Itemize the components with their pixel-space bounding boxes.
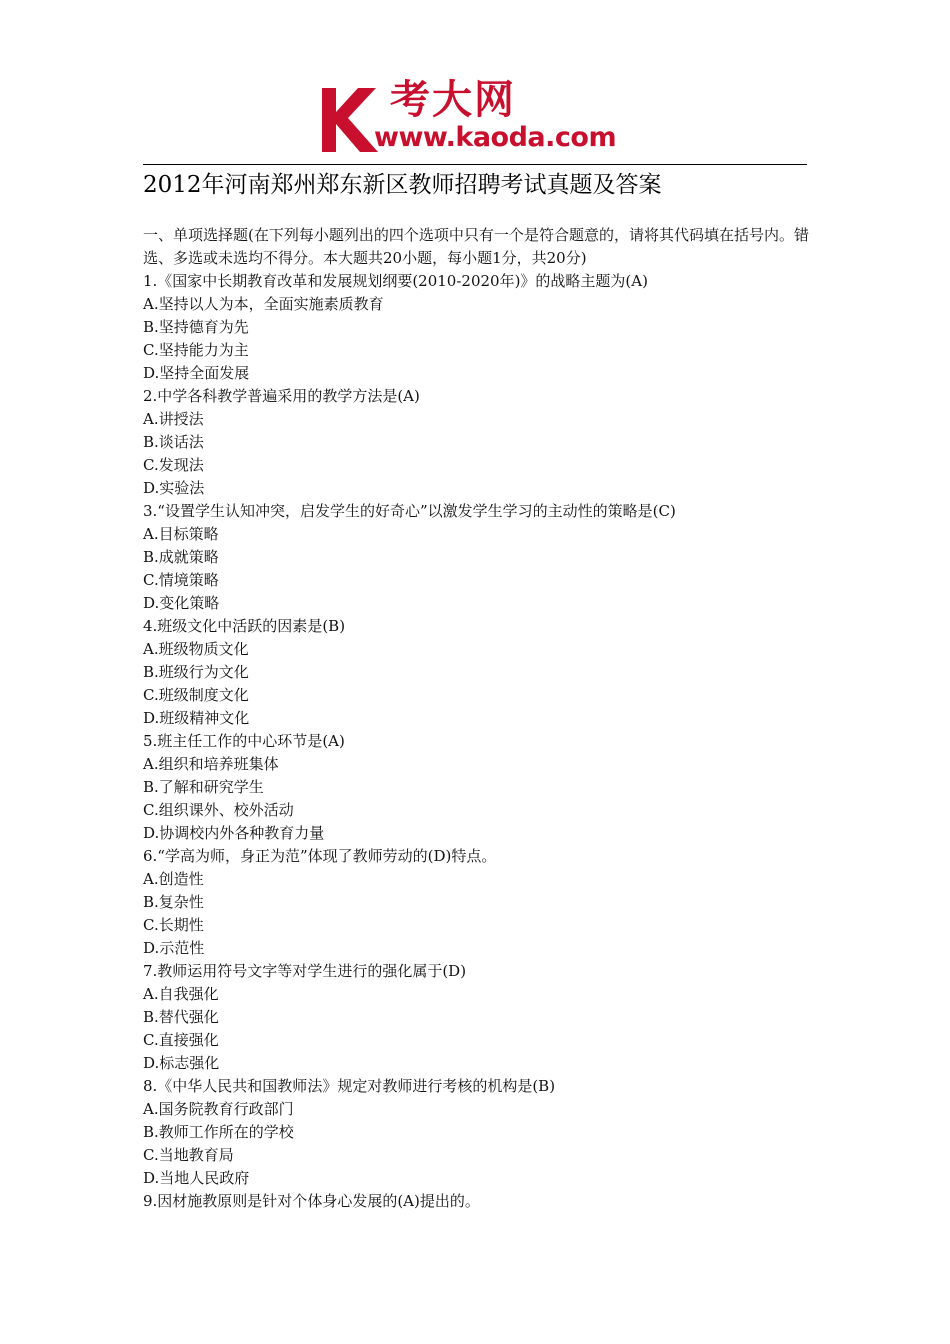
option-line: A.创造性: [143, 870, 204, 888]
option-line: B.了解和研究学生: [143, 778, 264, 796]
option-line: A.班级物质文化: [143, 640, 249, 658]
option-line: D.协调校内外各种教育力量: [143, 824, 325, 842]
option-line: A.目标策略: [143, 525, 219, 543]
option-line: C.坚持能力为主: [143, 341, 249, 359]
page-title: 2012年河南郑州郑东新区教师招聘考试真题及答案: [143, 172, 662, 198]
question-line: 5.班主任工作的中心环节是(A): [143, 732, 345, 750]
option-line: D.班级精神文化: [143, 709, 250, 727]
question-line: 3.“设置学生认知冲突，启发学生的好奇心”以激发学生学习的主动性的策略是(C): [143, 502, 676, 520]
option-line: B.成就策略: [143, 548, 219, 566]
question-line: 7.教师运用符号文字等对学生进行的强化属于(D): [143, 962, 467, 980]
option-line: C.长期性: [143, 916, 204, 934]
question-line: 8.《中华人民共和国教师法》规定对教师进行考核的机构是(B): [143, 1077, 556, 1095]
question-line: 2.中学各科教学普遍采用的教学方法是(A): [143, 387, 420, 405]
option-line: D.标志强化: [143, 1054, 220, 1072]
section-intro: 一、单项选择题(在下列每小题列出的四个选项中只有一个是符合题意的，请将其代码填在括号内。错选、多选或未选均不得分。本大题共20小题，每小题1分，共20分): [143, 226, 809, 267]
site-logo[interactable]: [318, 78, 648, 160]
option-line: B.替代强化: [143, 1008, 219, 1026]
option-line: D.实验法: [143, 479, 205, 497]
option-line: C.发现法: [143, 456, 204, 474]
option-line: D.变化策略: [143, 594, 220, 612]
question-line: 4.班级文化中活跃的因素是(B): [143, 617, 346, 635]
logo-url: www.kaoda.com: [374, 122, 617, 153]
option-line: D.坚持全面发展: [143, 364, 250, 382]
option-line: C.班级制度文化: [143, 686, 249, 704]
header-divider: [143, 164, 807, 165]
option-line: B.班级行为文化: [143, 663, 249, 681]
option-line: A.自我强化: [143, 985, 219, 1003]
option-line: A.坚持以人为本，全面实施素质教育: [143, 295, 384, 313]
option-line: A.组织和培养班集体: [143, 755, 279, 773]
option-line: C.当地教育局: [143, 1146, 234, 1164]
option-line: A.国务院教育行政部门: [143, 1100, 294, 1118]
question-line: 1.《国家中长期教育改革和发展规划纲要(2010-2020年)》的战略主题为(A): [143, 272, 648, 290]
option-line: D.示范性: [143, 939, 205, 957]
question-line: 9.因材施教原则是针对个体身心发展的(A)提出的。: [143, 1192, 480, 1210]
option-line: D.当地人民政府: [143, 1169, 250, 1187]
option-line: B.教师工作所在的学校: [143, 1123, 294, 1141]
question-line: 6.“学高为师，身正为范”体现了教师劳动的(D)特点。: [143, 847, 497, 865]
logo-chinese-name: 考大网: [390, 77, 516, 123]
option-line: A.讲授法: [143, 410, 204, 428]
option-line: C.直接强化: [143, 1031, 219, 1049]
document-body: [143, 224, 809, 1213]
option-line: C.情境策略: [143, 571, 219, 589]
question-list: [143, 270, 809, 1213]
option-line: B.谈话法: [143, 433, 204, 451]
option-line: B.复杂性: [143, 893, 204, 911]
option-line: B.坚持德育为先: [143, 318, 249, 336]
option-line: C.组织课外、校外活动: [143, 801, 294, 819]
